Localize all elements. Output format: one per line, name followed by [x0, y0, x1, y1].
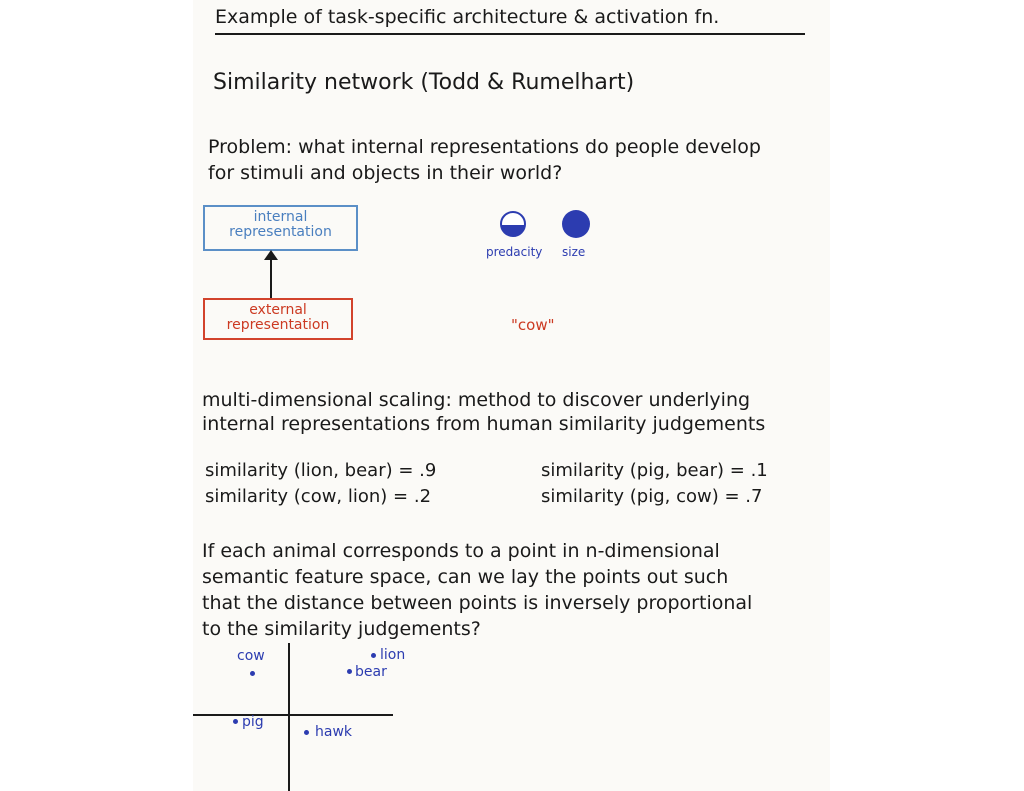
- section-subtitle: Similarity network (Todd & Rumelhart): [213, 70, 635, 95]
- question-line-1: If each animal corresponds to a point in n-dimensional: [202, 540, 720, 562]
- predacity-label: predacity: [486, 245, 543, 259]
- plot-point-pig: [233, 719, 238, 724]
- external-box-line-1: external: [249, 302, 307, 318]
- page-title: Example of task-specific architecture & activation fn.: [215, 6, 720, 28]
- plot-horizontal-axis: [193, 714, 393, 716]
- plot-point-lion: [371, 653, 376, 658]
- problem-statement: [208, 134, 761, 186]
- mds-line-1: multi-dimensional scaling: method to discover underlying: [202, 389, 751, 411]
- size-unit-icon: [562, 210, 590, 238]
- mds-line-2: internal representations from human similarity judgements: [202, 413, 766, 435]
- plot-vertical-axis: [288, 643, 290, 791]
- plot-label-bear: bear: [355, 664, 387, 680]
- cow-input-label: "cow": [511, 316, 555, 334]
- plot-label-pig: pig: [242, 714, 264, 730]
- similarity-pig-cow: similarity (pig, cow) = .7: [541, 486, 763, 507]
- question-line-2: semantic feature space, can we lay the points out such: [202, 566, 729, 588]
- predacity-unit-icon: [500, 211, 526, 237]
- plot-label-cow: cow: [237, 648, 265, 664]
- plot-label-lion: lion: [380, 647, 406, 663]
- arrow-shaft: [270, 253, 272, 298]
- internal-box-line-1: internal: [253, 209, 308, 225]
- plot-point-cow: [250, 671, 255, 676]
- title-underline: [215, 33, 805, 35]
- question-line-3: that the distance between points is inversely proportional: [202, 592, 753, 614]
- plot-point-bear: [347, 669, 352, 674]
- plot-point-hawk: [304, 730, 309, 735]
- external-representation-box: [203, 298, 353, 340]
- problem-line-2: for stimuli and objects in their world?: [208, 162, 563, 184]
- plot-label-hawk: hawk: [315, 724, 353, 740]
- size-label: size: [562, 245, 586, 259]
- similarity-cow-lion: similarity (cow, lion) = .2: [205, 486, 432, 507]
- similarity-lion-bear: similarity (lion, bear) = .9: [205, 460, 437, 481]
- similarity-pig-bear: similarity (pig, bear) = .1: [541, 460, 768, 481]
- mds-description: [202, 388, 765, 436]
- external-box-line-2: representation: [226, 317, 330, 333]
- internal-representation-box: [203, 205, 358, 251]
- question-line-4: to the similarity judgements?: [202, 618, 481, 640]
- problem-line-1: Problem: what internal representations do people develop: [208, 136, 761, 158]
- note-page: [193, 0, 830, 791]
- internal-box-line-2: representation: [229, 224, 332, 240]
- mds-question: [202, 538, 752, 642]
